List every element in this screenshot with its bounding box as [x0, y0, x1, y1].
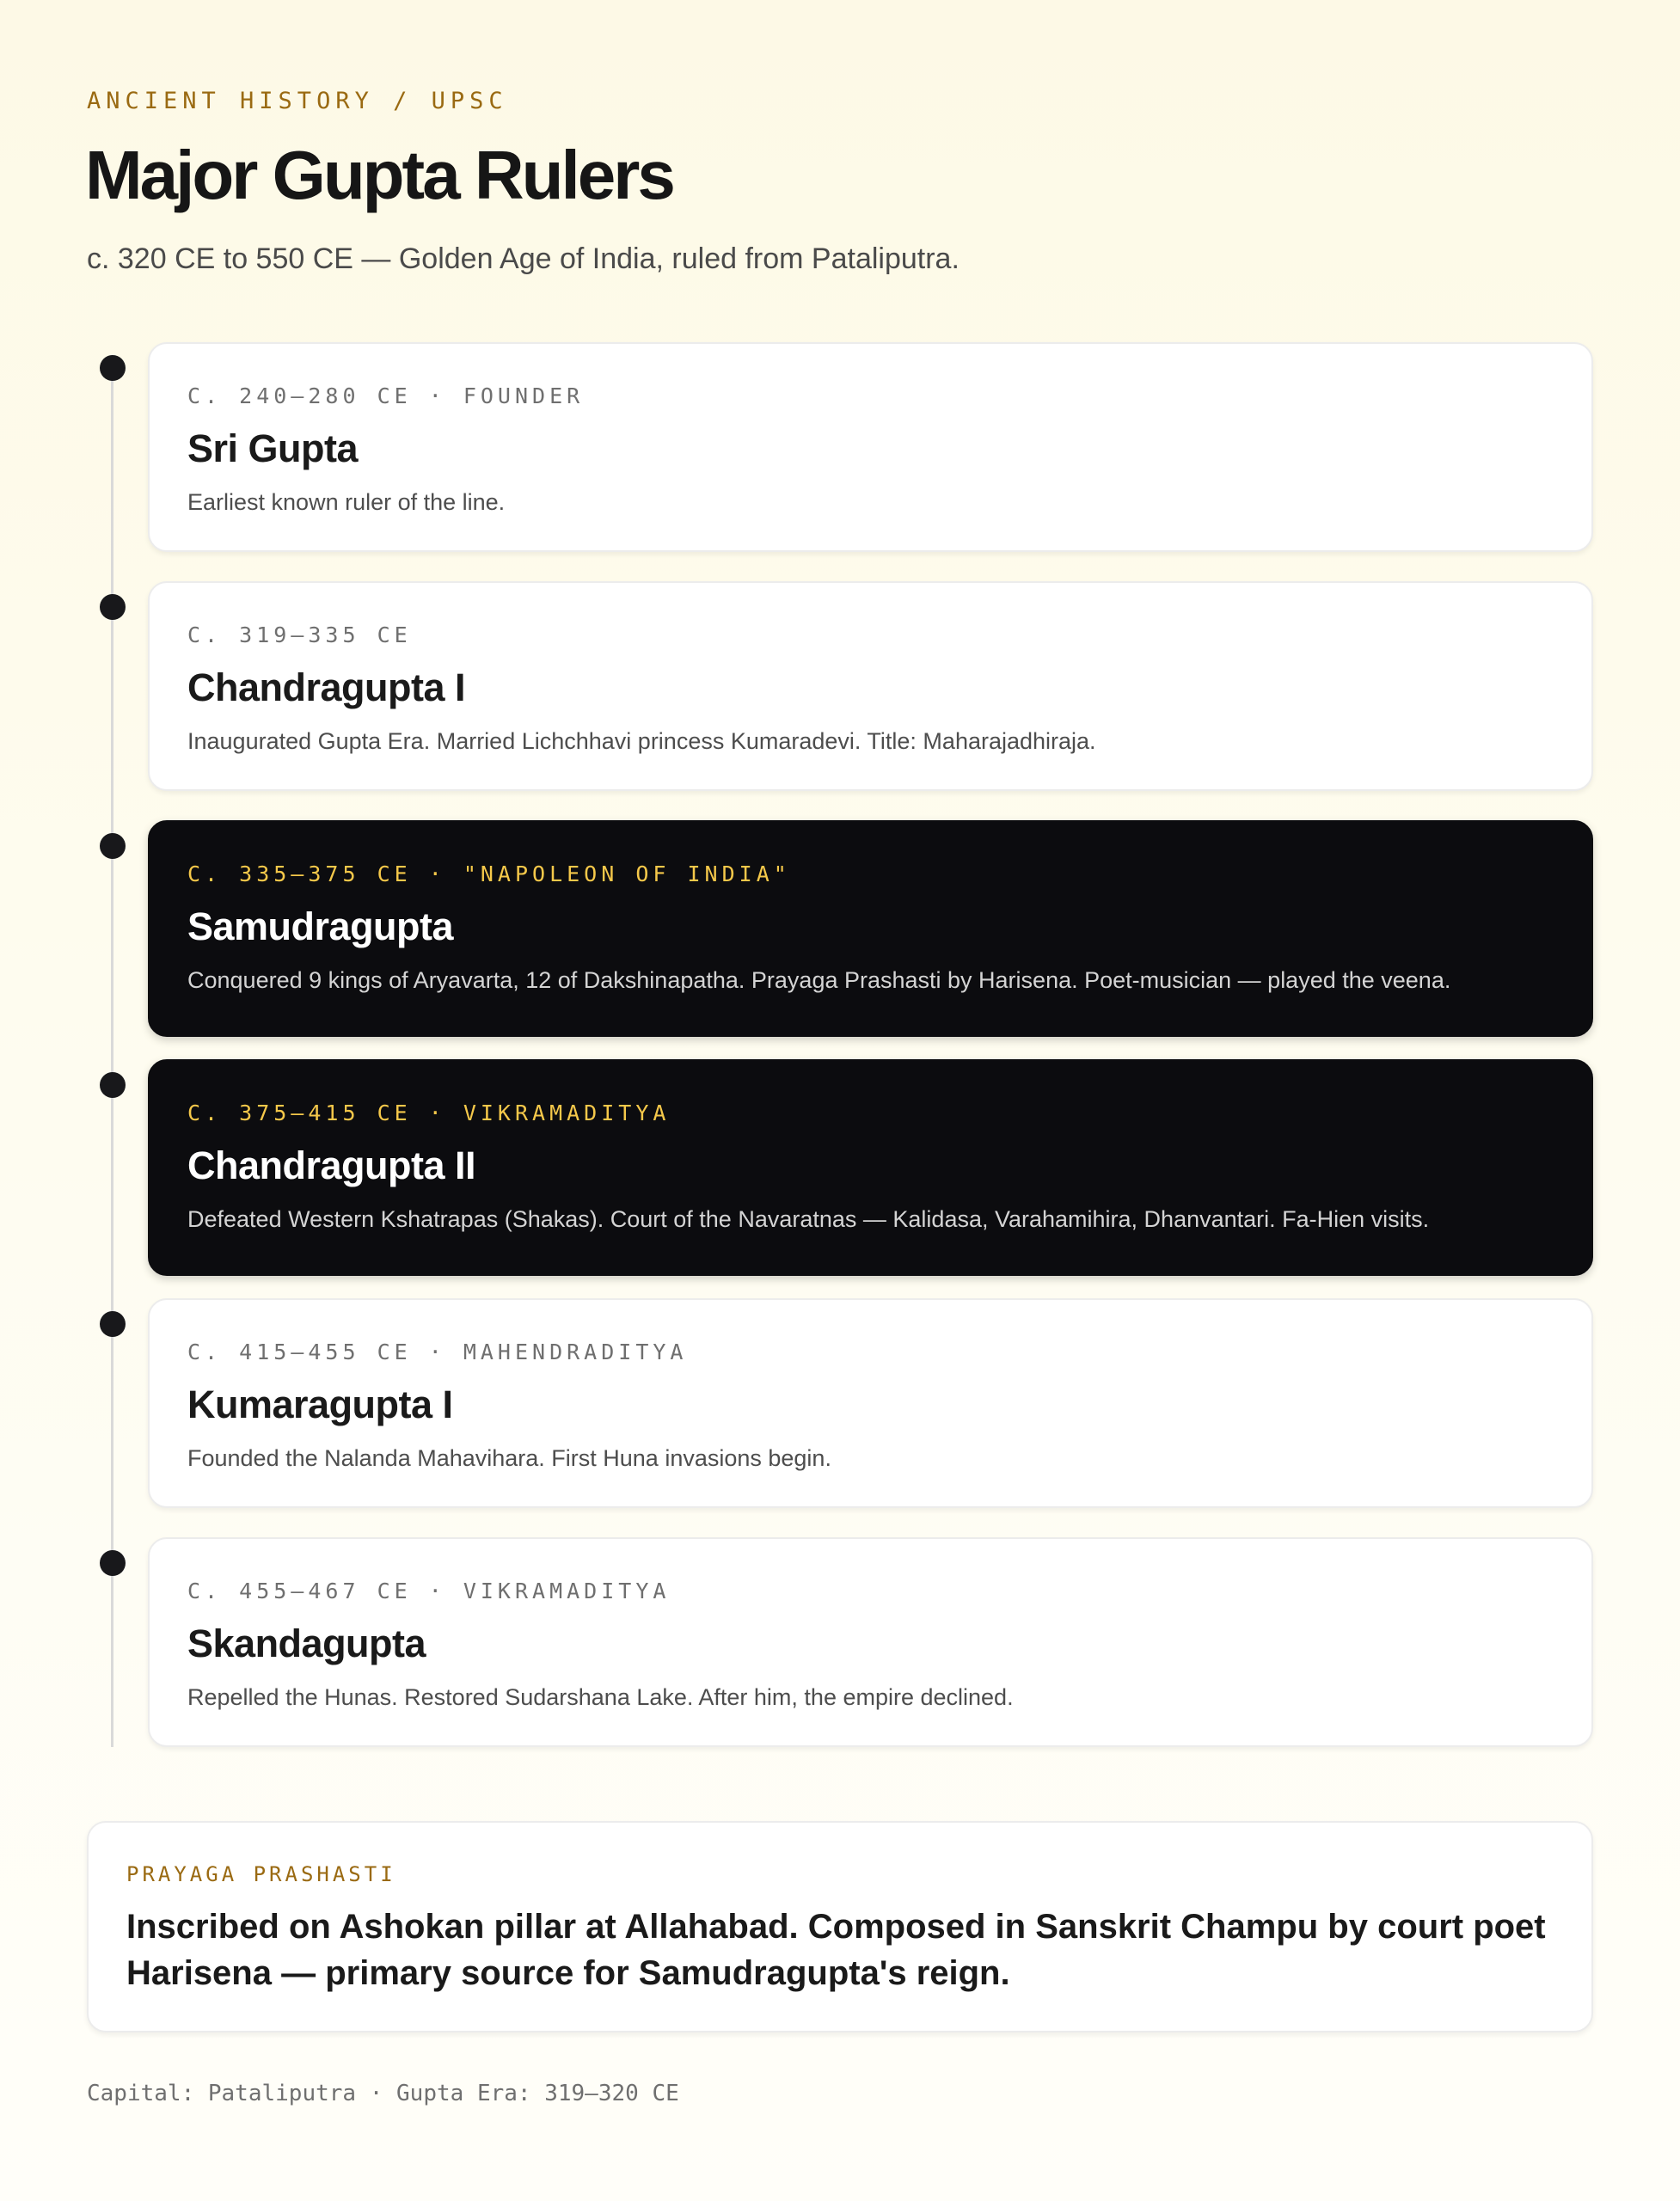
timeline-dot: [100, 1311, 126, 1337]
ruler-period: C. 335–375 CE · "NAPOLEON OF INDIA": [187, 861, 791, 886]
ruler-name: Skandagupta: [187, 1622, 426, 1665]
page-subtitle: c. 320 CE to 550 CE — Golden Age of India, ruled from Pataliputra.: [87, 242, 960, 275]
ruler-description: Inaugurated Gupta Era. Married Lichchhavi princess Kumaradevi. Title: Maharajadhiraja.: [187, 728, 1096, 754]
ruler-card: [148, 342, 1593, 552]
ruler-description: Founded the Nalanda Mahavihara. First Huna invasions begin.: [187, 1445, 831, 1471]
ruler-description: Defeated Western Kshatrapas (Shakas). Court of the Navaratnas — Kalidasa, Varahamihira, Dhanvantari. Fa-Hien visits.: [187, 1206, 1430, 1232]
ruler-period: C. 375–415 CE · VIKRAMADITYA: [187, 1100, 671, 1125]
timeline-entry: [87, 1059, 1593, 1298]
ruler-name: Chandragupta II: [187, 1143, 476, 1187]
page-title: Major Gupta Rulers: [85, 137, 673, 213]
ruler-card: [148, 581, 1593, 791]
ruler-card-highlighted: [148, 820, 1593, 1037]
timeline-entry: [87, 1298, 1593, 1537]
timeline-dot: [100, 1550, 126, 1576]
ruler-description: Repelled the Hunas. Restored Sudarshana Lake. After him, the empire declined.: [187, 1684, 1014, 1710]
ruler-name: Kumaragupta I: [187, 1383, 453, 1426]
ruler-description: Earliest known ruler of the line.: [187, 489, 506, 515]
ruler-card: [148, 1537, 1593, 1747]
ruler-period: C. 319–335 CE: [187, 622, 412, 647]
ruler-card: [148, 1298, 1593, 1508]
ruler-period: C. 415–455 CE · MAHENDRADITYA: [187, 1340, 688, 1364]
ruler-period: C. 240–280 CE · FOUNDER: [187, 383, 585, 408]
timeline-dot: [100, 1072, 126, 1098]
timeline-dot: [100, 355, 126, 381]
callout-label: PRAYAGA PRASHASTI: [126, 1862, 396, 1886]
ruler-description: Conquered 9 kings of Aryavarta, 12 of Dakshinapatha. Prayaga Prashasti by Harisena. Poet-musician — played the veena.: [187, 967, 1451, 993]
timeline-dot: [100, 833, 126, 859]
ruler-period: C. 455–467 CE · VIKRAMADITYA: [187, 1579, 671, 1603]
timeline-entry: [87, 342, 1593, 581]
breadcrumb: ANCIENT HISTORY / UPSC: [87, 88, 508, 114]
ruler-name: Samudragupta: [187, 904, 454, 948]
ruler-name: Sri Gupta: [187, 426, 359, 470]
timeline-entry: [87, 820, 1593, 1059]
footer-note: Capital: Pataliputra · Gupta Era: 319–320 CE: [87, 2081, 679, 2106]
ruler-card-highlighted: [148, 1059, 1593, 1276]
prashasti-callout: [87, 1821, 1593, 2032]
timeline-entry: [87, 581, 1593, 820]
ruler-name: Chandragupta I: [187, 665, 466, 709]
timeline-entry: [87, 1537, 1593, 1776]
timeline-dot: [100, 594, 126, 620]
rulers-timeline: [87, 342, 1593, 1776]
callout-text: Inscribed on Ashokan pillar at Allahabad. Composed in Sanskrit Champu by court poet Harisena — primary source for Samudragupta's reign.: [126, 1908, 1546, 1992]
